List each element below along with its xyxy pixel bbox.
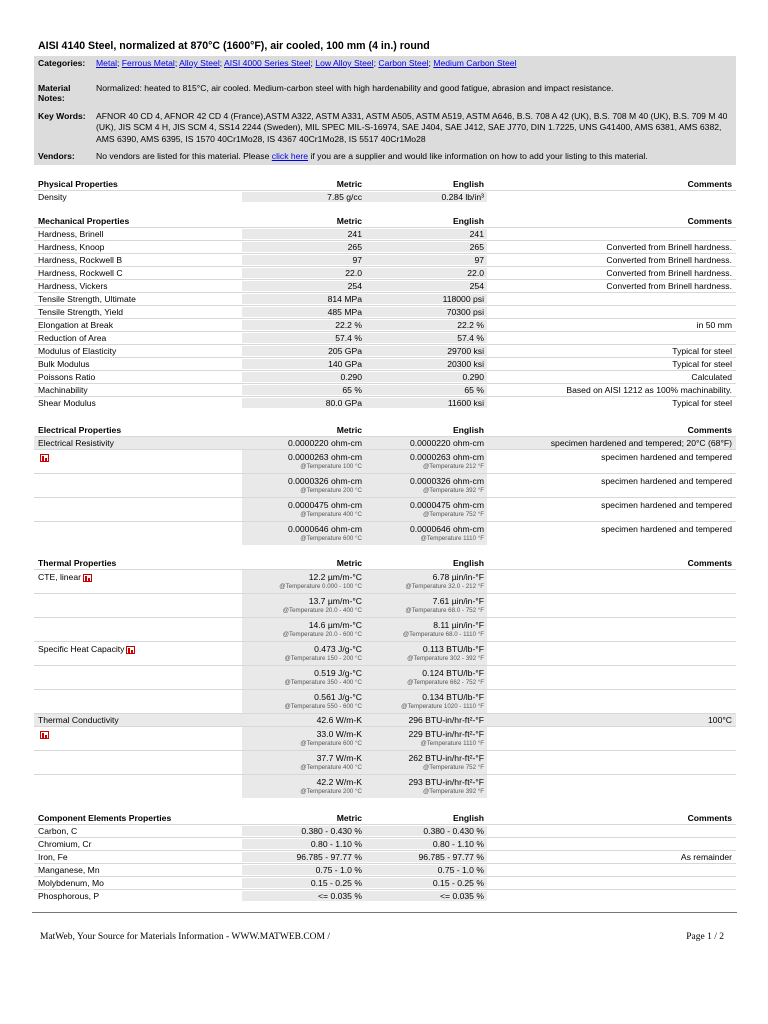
- english-cell: [365, 450, 487, 473]
- english-cell: [365, 618, 487, 641]
- english-value: 0.0000646 ohm-cm: [409, 524, 484, 534]
- col-metric: Metric: [336, 215, 362, 226]
- section-title: Thermal Properties: [38, 557, 117, 568]
- property-name: Poissons Ratio: [38, 372, 96, 382]
- keywords-row: [34, 105, 736, 147]
- property-name: Carbon, C: [38, 826, 78, 836]
- english-value: 0.80 - 1.10 %: [365, 839, 487, 849]
- table-row: [34, 593, 736, 617]
- metric-value: 140 GPa: [242, 359, 365, 369]
- english-value: 293 BTU-in/hr-ft²-°F: [408, 777, 484, 787]
- table-row: [34, 449, 736, 473]
- english-condition: @Temperature 752 °F: [422, 511, 484, 518]
- metric-value: 254: [242, 281, 365, 291]
- property-name: [34, 715, 242, 725]
- col-english: English: [452, 812, 484, 823]
- table-row: [34, 331, 736, 344]
- section-header: [34, 556, 736, 569]
- english-value: 0.124 BTU/lb-°F: [422, 668, 484, 678]
- metric-cell: [242, 570, 365, 593]
- table-row: [34, 396, 736, 409]
- english-value: 97: [365, 255, 487, 265]
- table-row: [34, 253, 736, 266]
- english-value: 0.0000326 ohm-cm: [409, 476, 484, 486]
- table-row: [34, 726, 736, 750]
- component-elements-section: [34, 811, 736, 902]
- english-value: 118000 psi: [365, 294, 487, 304]
- metric-value: 57.4 %: [242, 333, 365, 343]
- metric-condition: @Temperature 20.0 - 400 °C: [282, 607, 362, 614]
- metric-value: 0.15 - 0.25 %: [242, 878, 365, 888]
- table-row: [34, 750, 736, 774]
- metric-value: <= 0.035 %: [242, 891, 365, 901]
- property-name: [34, 570, 242, 593]
- page-number: Page 1 / 2: [686, 932, 724, 942]
- chart-icon[interactable]: [40, 731, 49, 739]
- comment: As remainder: [680, 852, 732, 862]
- metric-value: 0.0000263 ohm-cm: [287, 452, 362, 462]
- comment: [487, 727, 736, 750]
- comment: Converted from Brinell hardness.: [606, 281, 732, 291]
- property-name: Hardness, Brinell: [38, 229, 104, 239]
- property-label: Thermal Conductivity: [38, 715, 119, 725]
- english-value: 20300 ksi: [365, 359, 487, 369]
- table-row: [34, 641, 736, 665]
- metric-condition: @Temperature 100 °C: [300, 463, 362, 470]
- thermal-rows: [34, 569, 736, 798]
- category-link[interactable]: Alloy Steel: [179, 58, 220, 68]
- metric-value: 0.0000220 ohm-cm: [242, 438, 365, 448]
- comment: Calculated: [691, 372, 732, 382]
- property-name: [34, 522, 242, 545]
- metric-condition: @Temperature 350 - 400 °C: [284, 679, 362, 686]
- metric-cell: [242, 450, 365, 473]
- click-here-link[interactable]: click here: [271, 150, 309, 161]
- mechanical-properties-section: [34, 214, 736, 409]
- english-value: 0.15 - 0.25 %: [365, 878, 487, 888]
- table-row: [34, 889, 736, 902]
- english-cell: [365, 594, 487, 617]
- physical-properties-section: [34, 177, 736, 203]
- english-value: 296 BTU-in/hr-ft²-°F: [365, 715, 487, 725]
- english-value: 262 BTU-in/hr-ft²-°F: [408, 753, 484, 763]
- english-value: <= 0.035 %: [365, 891, 487, 901]
- category-link[interactable]: Low Alloy Steel: [315, 58, 374, 68]
- property-name: Molybdenum, Mo: [38, 878, 104, 888]
- table-row: [34, 824, 736, 837]
- english-value: 0.0000220 ohm-cm: [365, 438, 487, 448]
- english-value: 11600 ksi: [365, 398, 487, 408]
- metric-value: 0.80 - 1.10 %: [242, 839, 365, 849]
- categories-label: Categories:: [38, 58, 86, 68]
- english-value: 0.0000263 ohm-cm: [409, 452, 484, 462]
- vendors-text: No vendors are listed for this material. Please click here if you are a supplier and would like information on how to add your listing to this material.: [96, 150, 648, 161]
- vendors-row: [34, 147, 736, 165]
- col-comments: Comments: [687, 178, 732, 189]
- keywords-text: AFNOR 40 CD 4, AFNOR 42 CD 4 (France),ASTM A322, ASTM A331, ASTM A505, ASTM A519, ASTM A646, B.S. 708 A 42 (UK), B.S. 708 M 40 (UK), B.S. 709 M 40 (UK), JIS SCM 4 H, JIS SCM 4, SS14 2244 (Sweden), MIL SPEC MIL-S-16974, SAE J404, SAE J412, SAE J770, DIN 1.7225, UNS G41400, AMS 6381, AMS 6382, AMS 6390, AMS 6395, IS 1570 40Cr1Mo28, IS 4367 40Cr1Mo28, IS 5517 40Cr1Mo28: [96, 111, 728, 144]
- table-row: [34, 863, 736, 876]
- notes-row: [34, 71, 736, 105]
- english-cell: [365, 690, 487, 713]
- footer-source: MatWeb, Your Source for Materials Information - WWW.MATWEB.COM /: [40, 932, 330, 942]
- metric-value: 0.561 J/g-°C: [314, 692, 362, 702]
- property-name: [34, 498, 242, 521]
- table-row: [34, 436, 736, 449]
- english-value: 6.78 µin/in-°F: [432, 572, 484, 582]
- metric-condition: @Temperature 400 °C: [300, 511, 362, 518]
- table-row: [34, 876, 736, 889]
- metric-value: 22.0: [242, 268, 365, 278]
- metric-condition: @Temperature 400 °C: [300, 764, 362, 771]
- metric-cell: [242, 642, 365, 665]
- metric-value: 0.290: [242, 372, 365, 382]
- property-name: Chromium, Cr: [38, 839, 92, 849]
- english-value: 70300 psi: [365, 307, 487, 317]
- metric-condition: @Temperature 0.000 - 100 °C: [279, 583, 362, 590]
- comment: [487, 751, 736, 774]
- metric-value: 33.0 W/m-K: [316, 729, 362, 739]
- section-title: Component Elements Properties: [38, 812, 172, 823]
- property-label: Electrical Resistivity: [38, 438, 114, 448]
- col-comments: Comments: [687, 812, 732, 823]
- english-value: 0.290: [365, 372, 487, 382]
- property-name: [34, 690, 242, 713]
- chart-icon[interactable]: [83, 574, 92, 582]
- metric-value: 42.6 W/m-K: [242, 715, 365, 725]
- property-name: Phosphorous, P: [38, 891, 100, 901]
- category-link[interactable]: Carbon Steel: [378, 58, 429, 68]
- metric-condition: @Temperature 550 - 600 °C: [284, 703, 362, 710]
- property-name: [34, 438, 242, 448]
- metric-condition: @Temperature 600 °C: [300, 740, 362, 747]
- table-row: [34, 774, 736, 798]
- property-name: [34, 751, 242, 774]
- english-value: 0.134 BTU/lb-°F: [422, 692, 484, 702]
- table-row: [34, 370, 736, 383]
- material-header: [34, 56, 736, 165]
- property-name: [34, 727, 242, 750]
- property-name: [34, 775, 242, 798]
- metric-cell: [242, 474, 365, 497]
- property-label: CTE, linear: [38, 572, 81, 582]
- metric-value: 0.473 J/g-°C: [314, 644, 362, 654]
- english-cell: [365, 570, 487, 593]
- english-condition: @Temperature 392 °F: [422, 487, 484, 494]
- table-row: [34, 266, 736, 279]
- english-cell: [365, 498, 487, 521]
- comment: [487, 570, 736, 593]
- metric-cell: [242, 775, 365, 798]
- category-link[interactable]: Medium Carbon Steel: [433, 58, 517, 68]
- english-condition: @Temperature 302 - 392 °F: [407, 655, 484, 662]
- english-condition: @Temperature 212 °F: [422, 463, 484, 470]
- table-row: [34, 292, 736, 305]
- property-name: Elongation at Break: [38, 320, 114, 330]
- english-value: 0.75 - 1.0 %: [365, 865, 487, 875]
- property-name: Tensile Strength, Yield: [38, 307, 124, 317]
- property-name: Manganese, Mn: [38, 865, 100, 875]
- english-cell: [365, 727, 487, 750]
- english-cell: [365, 522, 487, 545]
- property-name: Density: [38, 192, 67, 202]
- col-metric: Metric: [336, 557, 362, 568]
- english-value: 0.113 BTU/lb-°F: [422, 644, 484, 654]
- notes-text: Normalized: heated to 815°C, air cooled. Medium-carbon steel with high hardenability and good fatigue, abrasion and impact resistance.: [96, 83, 614, 94]
- metric-cell: [242, 498, 365, 521]
- table-row: [34, 383, 736, 396]
- vendors-label: Vendors:: [38, 150, 75, 161]
- categories-row: [34, 56, 736, 71]
- english-value: 0.380 - 0.430 %: [365, 826, 487, 836]
- table-row: [34, 850, 736, 863]
- metric-value: 0.0000646 ohm-cm: [287, 524, 362, 534]
- metric-condition: @Temperature 150 - 200 °C: [284, 655, 362, 662]
- table-row: [34, 665, 736, 689]
- table-row: [34, 344, 736, 357]
- metric-value: 42.2 W/m-K: [316, 777, 362, 787]
- property-name: [34, 594, 242, 617]
- metric-value: 80.0 GPa: [242, 398, 365, 408]
- comment: Typical for steel: [672, 346, 732, 356]
- section-header: [34, 811, 736, 824]
- comment: Converted from Brinell hardness.: [606, 255, 732, 265]
- metric-condition: @Temperature 20.0 - 600 °C: [282, 631, 362, 638]
- metric-cell: [242, 594, 365, 617]
- comment: Converted from Brinell hardness.: [606, 242, 732, 252]
- english-value: 57.4 %: [365, 333, 487, 343]
- english-value: 8.11 µin/in-°F: [433, 620, 484, 630]
- comment: specimen hardened and tempered; 20°C (68°F): [550, 438, 732, 448]
- english-value: 22.0: [365, 268, 487, 278]
- metric-value: 65 %: [242, 385, 365, 395]
- physical-rows: [34, 190, 736, 203]
- category-link[interactable]: AISI 4000 Series Steel: [224, 58, 311, 68]
- property-name: [34, 474, 242, 497]
- english-value: 65 %: [365, 385, 487, 395]
- metric-cell: [242, 727, 365, 750]
- property-name: Tensile Strength, Ultimate: [38, 294, 136, 304]
- electrical-properties-section: [34, 423, 736, 545]
- property-name: Bulk Modulus: [38, 359, 90, 369]
- property-name: [34, 618, 242, 641]
- table-row: [34, 521, 736, 545]
- english-condition: @Temperature 68.0 - 752 °F: [405, 607, 484, 614]
- table-row: [34, 240, 736, 253]
- metric-value: 485 MPa: [242, 307, 365, 317]
- table-row: [34, 473, 736, 497]
- metric-value: 12.2 µm/m-°C: [308, 572, 362, 582]
- metric-value: 97: [242, 255, 365, 265]
- section-title: Electrical Properties: [38, 424, 122, 435]
- col-comments: Comments: [687, 557, 732, 568]
- notes-label: Material Notes:: [38, 83, 71, 104]
- english-cell: [365, 666, 487, 689]
- comment: specimen hardened and tempered: [601, 476, 732, 486]
- metric-condition: @Temperature 200 °C: [300, 487, 362, 494]
- comment: Based on AISI 1212 as 100% machinability.: [566, 385, 732, 395]
- metric-condition: @Temperature 600 °C: [300, 535, 362, 542]
- english-value: 254: [365, 281, 487, 291]
- table-row: [34, 617, 736, 641]
- metric-value: 13.7 µm/m-°C: [308, 596, 362, 606]
- english-value: 229 BTU-in/hr-ft²-°F: [408, 729, 484, 739]
- english-value: 29700 ksi: [365, 346, 487, 356]
- property-name: Hardness, Vickers: [38, 281, 108, 291]
- metric-cell: [242, 690, 365, 713]
- comment: specimen hardened and tempered: [601, 524, 732, 534]
- english-value: 265: [365, 242, 487, 252]
- property-label: Specific Heat Capacity: [38, 644, 125, 654]
- comment: [487, 666, 736, 689]
- metric-value: 265: [242, 242, 365, 252]
- metric-cell: [242, 522, 365, 545]
- english-condition: @Temperature 32.0 - 212 °F: [405, 583, 484, 590]
- table-row: [34, 497, 736, 521]
- metric-value: 0.75 - 1.0 %: [242, 865, 365, 875]
- property-name: Machinability: [38, 385, 88, 395]
- col-english: English: [452, 424, 484, 435]
- metric-cell: [242, 618, 365, 641]
- english-value: 0.0000475 ohm-cm: [409, 500, 484, 510]
- category-link[interactable]: Metal: [96, 58, 118, 68]
- comment: in 50 mm: [696, 320, 732, 330]
- comment: [487, 594, 736, 617]
- property-name: Iron, Fe: [38, 852, 68, 862]
- english-condition: @Temperature 662 - 752 °F: [407, 679, 484, 686]
- mechanical-rows: [34, 227, 736, 409]
- comment: Typical for steel: [672, 359, 732, 369]
- comment: specimen hardened and tempered: [601, 500, 732, 510]
- comment: [487, 642, 736, 665]
- page-title: AISI 4140 Steel, normalized at 870°C (1600°F), air cooled, 100 mm (4 in.) round: [38, 40, 430, 52]
- metric-value: 7.85 g/cc: [242, 192, 365, 202]
- comment: Converted from Brinell hardness.: [606, 268, 732, 278]
- col-metric: Metric: [336, 178, 362, 189]
- comment: Typical for steel: [672, 398, 732, 408]
- metric-value: 241: [242, 229, 365, 239]
- english-value: 241: [365, 229, 487, 239]
- property-name: Shear Modulus: [38, 398, 96, 408]
- table-row: [34, 190, 736, 203]
- col-english: English: [452, 178, 484, 189]
- col-english: English: [452, 215, 484, 226]
- metric-value: 14.6 µm/m-°C: [308, 620, 362, 630]
- metric-value: 0.0000326 ohm-cm: [287, 476, 362, 486]
- property-name: [34, 642, 242, 665]
- component-rows: [34, 824, 736, 902]
- metric-value: 0.519 J/g-°C: [314, 668, 362, 678]
- property-name: Modulus of Elasticity: [38, 346, 117, 356]
- english-cell: [365, 775, 487, 798]
- english-condition: @Temperature 1020 - 1110 °F: [401, 703, 484, 710]
- metric-value: 22.2 %: [242, 320, 365, 330]
- english-cell: [365, 642, 487, 665]
- keywords-label: Key Words:: [38, 111, 86, 122]
- categories-list: Metal; Ferrous Metal; Alloy Steel; AISI 4000 Series Steel; Low Alloy Steel; Carbon Steel; Medium Carbon Steel: [96, 58, 517, 68]
- english-condition: @Temperature 68.0 - 1110 °F: [402, 631, 484, 638]
- property-name: Hardness, Knoop: [38, 242, 105, 252]
- comment: [487, 618, 736, 641]
- comment: specimen hardened and tempered: [601, 452, 732, 462]
- metric-value: 205 GPa: [242, 346, 365, 356]
- col-metric: Metric: [336, 424, 362, 435]
- property-name: Hardness, Rockwell C: [38, 268, 123, 278]
- metric-cell: [242, 666, 365, 689]
- chart-icon[interactable]: [40, 454, 49, 462]
- property-name: [34, 450, 242, 473]
- table-row: [34, 279, 736, 292]
- english-condition: @Temperature 392 °F: [422, 788, 484, 795]
- table-row: [34, 357, 736, 370]
- table-row: [34, 318, 736, 331]
- footer-divider: [32, 912, 737, 913]
- english-condition: @Temperature 1110 °F: [420, 535, 484, 542]
- col-metric: Metric: [336, 812, 362, 823]
- table-row: [34, 713, 736, 726]
- metric-value: 0.0000475 ohm-cm: [287, 500, 362, 510]
- english-value: 7.61 µin/in-°F: [432, 596, 484, 606]
- metric-value: 814 MPa: [242, 294, 365, 304]
- section-header: [34, 177, 736, 190]
- english-value: 96.785 - 97.77 %: [365, 852, 487, 862]
- table-row: [34, 305, 736, 318]
- comment: [487, 690, 736, 713]
- comment: 100°C: [708, 715, 732, 725]
- english-condition: @Temperature 1110 °F: [420, 740, 484, 747]
- section-title: Mechanical Properties: [38, 215, 130, 226]
- section-header: [34, 214, 736, 227]
- chart-icon[interactable]: [126, 646, 135, 654]
- metric-value: 96.785 - 97.77 %: [242, 852, 365, 862]
- table-row: [34, 227, 736, 240]
- property-name: Hardness, Rockwell B: [38, 255, 123, 265]
- property-name: [34, 666, 242, 689]
- metric-cell: [242, 751, 365, 774]
- table-row: [34, 569, 736, 593]
- col-comments: Comments: [687, 424, 732, 435]
- english-condition: @Temperature 752 °F: [422, 764, 484, 771]
- english-cell: [365, 751, 487, 774]
- english-cell: [365, 474, 487, 497]
- metric-condition: @Temperature 200 °C: [300, 788, 362, 795]
- section-header: [34, 423, 736, 436]
- electrical-rows: [34, 436, 736, 545]
- col-comments: Comments: [687, 215, 732, 226]
- metric-value: 0.380 - 0.430 %: [242, 826, 365, 836]
- section-title: Physical Properties: [38, 178, 118, 189]
- category-link[interactable]: Ferrous Metal: [121, 58, 175, 68]
- comment: [487, 775, 736, 798]
- thermal-properties-section: [34, 556, 736, 798]
- metric-value: 37.7 W/m-K: [316, 753, 362, 763]
- table-row: [34, 837, 736, 850]
- col-english: English: [452, 557, 484, 568]
- table-row: [34, 689, 736, 713]
- english-value: 22.2 %: [365, 320, 487, 330]
- property-name: Reduction of Area: [38, 333, 107, 343]
- english-value: 0.284 lb/in³: [365, 192, 487, 202]
